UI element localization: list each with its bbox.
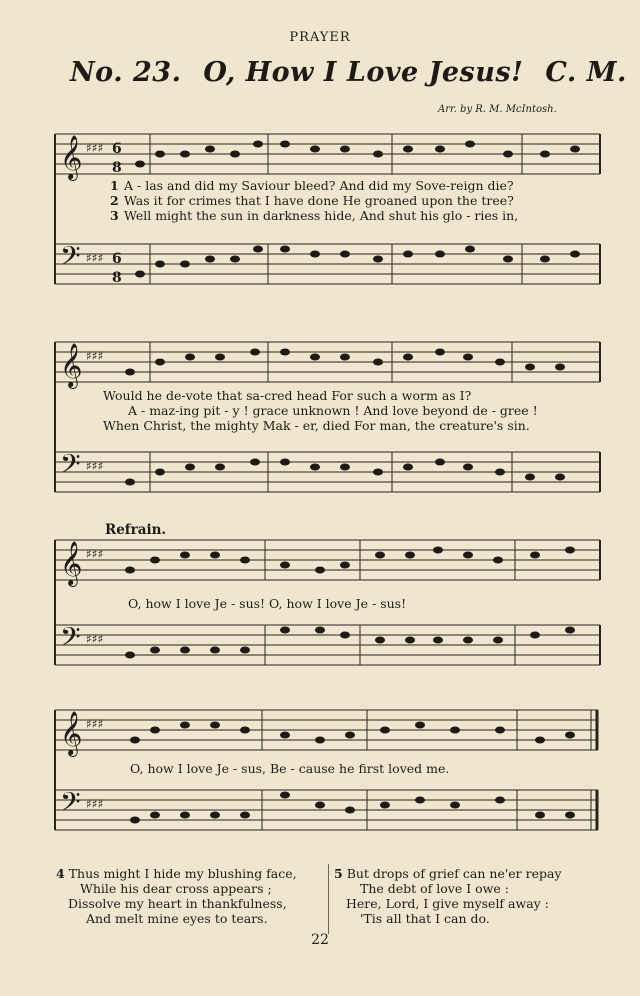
hymn-number: No. 23.: [70, 57, 182, 88]
svg-text:♯♯♯: ♯♯♯: [86, 251, 104, 265]
svg-text:♯♯♯: ♯♯♯: [86, 349, 104, 363]
arranger-credit: Arr. by R. M. McIntosh.: [438, 104, 557, 115]
lyric-line: A - maz-ing pit - y ! grace unknown ! And love beyond de - gree !: [128, 403, 538, 418]
lyrics-block-2: [103, 388, 538, 433]
lyric-line: When Christ, the mighty Mak - er, died For man, the creature's sin.: [103, 418, 530, 433]
refrain-label: Refrain.: [105, 522, 167, 538]
svg-text:♯♯♯: ♯♯♯: [86, 717, 104, 731]
svg-text:𝄢: 𝄢: [60, 448, 81, 486]
verse-line: 'Tis all that I can do.: [360, 911, 490, 926]
verse-line: Here, Lord, I give myself away :: [346, 896, 549, 911]
verse-line: While his dear cross appears ;: [80, 881, 272, 896]
hymn-name: O, How I Love Jesus!: [203, 57, 524, 88]
svg-text:𝄞: 𝄞: [60, 343, 83, 387]
page-number: 22: [311, 932, 329, 948]
verse-5: [334, 866, 562, 926]
svg-text:6: 6: [112, 141, 122, 157]
svg-text:6: 6: [112, 251, 122, 267]
hymn-meter: C. M.: [545, 57, 627, 88]
svg-text:8: 8: [112, 160, 122, 176]
svg-text:♯♯♯: ♯♯♯: [86, 459, 104, 473]
verse-line: And melt mine eyes to tears.: [86, 911, 268, 926]
svg-text:8: 8: [112, 270, 122, 286]
svg-text:𝄞: 𝄞: [60, 541, 83, 585]
svg-text:♯♯♯: ♯♯♯: [86, 141, 104, 155]
verse-line: 4 Thus might I hide my blushing face,: [56, 866, 297, 881]
verse-line: Dissolve my heart in thankfulness,: [68, 896, 287, 911]
refrain-line-1: O, how I love Je - sus! O, how I love Je - sus!: [128, 596, 407, 611]
lyric-line: 1 A - las and did my Saviour bleed? And did my Sove-reign die?: [110, 178, 514, 193]
refrain-line-2: O, how I love Je - sus, Be - cause he first loved me.: [130, 761, 450, 776]
svg-text:𝄢: 𝄢: [60, 240, 81, 278]
svg-text:♯♯♯: ♯♯♯: [86, 547, 104, 561]
verse-4: [56, 866, 297, 926]
svg-text:𝄞: 𝄞: [60, 711, 83, 755]
svg-text:♯♯♯: ♯♯♯: [86, 632, 104, 646]
lyric-line: 2 Was it for crimes that I have done He groaned upon the tree?: [110, 193, 514, 208]
verse-line: 5 But drops of grief can ne'er repay: [334, 866, 562, 881]
verse-line: The debt of love I owe :: [360, 881, 509, 896]
lyrics-block-1: [110, 178, 518, 223]
svg-text:𝄞: 𝄞: [60, 135, 83, 179]
lyric-line: 3 Well might the sun in darkness hide, And shut his glo - ries in,: [110, 208, 519, 223]
svg-text:♯♯♯: ♯♯♯: [86, 797, 104, 811]
hymn-title: [70, 57, 639, 88]
verse-divider: [328, 864, 329, 934]
svg-text:𝄢: 𝄢: [60, 621, 81, 659]
lyric-line: Would he de-vote that sa-cred head For such a worm as I?: [103, 388, 472, 403]
section-heading: PRAYER: [289, 30, 351, 45]
svg-text:𝄢: 𝄢: [60, 786, 81, 824]
